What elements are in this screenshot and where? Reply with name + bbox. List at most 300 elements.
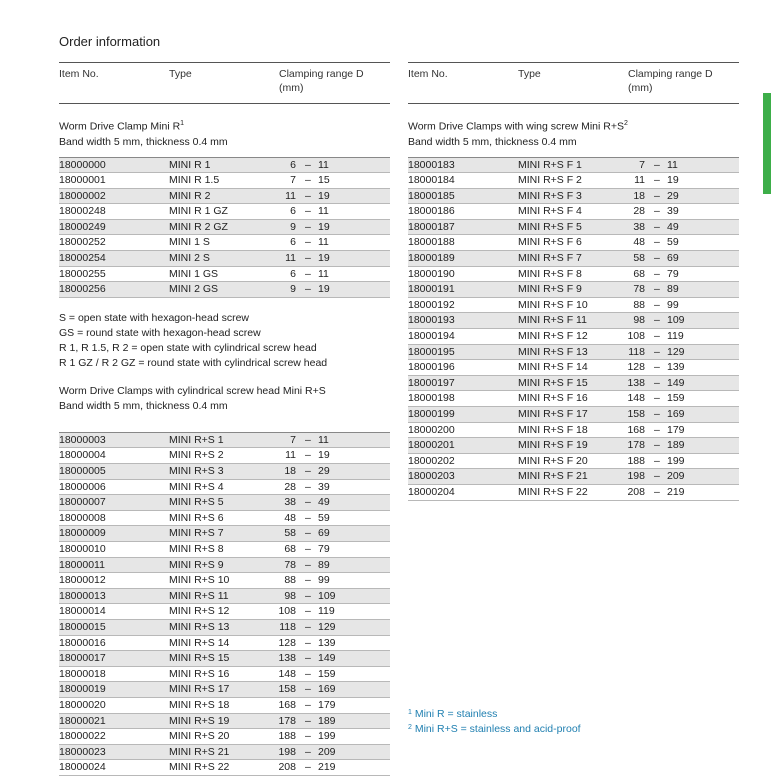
legend-line: R 1 GZ / R 2 GZ = round state with cylindrical screw head <box>59 356 328 369</box>
table-row <box>59 745 390 761</box>
type-cell: MINI 1 S <box>169 236 210 249</box>
table-row <box>59 526 390 542</box>
item-no-cell: 18000198 <box>408 392 455 405</box>
range-min-cell: 108 <box>627 330 645 343</box>
footnote: $^1$ Mini R = stainless <box>408 708 498 720</box>
range-min-cell: 148 <box>278 667 296 680</box>
header-clamping-range: Clamping range D (mm) <box>279 68 364 94</box>
item-no-cell: 18000192 <box>408 298 455 311</box>
range-max-cell: 139 <box>667 361 685 374</box>
range-separator: – <box>305 496 311 509</box>
range-max-cell: 39 <box>667 205 679 218</box>
range-min-cell: 6 <box>290 236 296 249</box>
range-min-cell: 9 <box>290 283 296 296</box>
type-cell: MINI R+S F 20 <box>518 454 588 467</box>
table-row <box>408 438 739 454</box>
type-cell: MINI R+S F 22 <box>518 485 588 498</box>
range-separator: – <box>305 636 311 649</box>
item-no-cell: 18000200 <box>408 423 455 436</box>
range-max-cell: 209 <box>667 470 685 483</box>
range-separator: – <box>654 408 660 420</box>
item-no-cell: 18000023 <box>59 745 106 758</box>
legend-line: R 1, R 1.5, R 2 = open state with cylindrical screw head <box>59 341 317 354</box>
type-cell: MINI R+S 1 <box>169 433 224 446</box>
type-cell: MINI R+S F 13 <box>518 345 588 358</box>
item-no-cell: 18000022 <box>59 730 106 743</box>
range-max-cell: 11 <box>318 205 329 218</box>
range-min-cell: 68 <box>633 267 645 280</box>
table-row <box>59 173 390 189</box>
type-cell: MINI R+S 9 <box>169 558 224 571</box>
table-row <box>408 313 739 329</box>
table-row <box>59 282 390 298</box>
item-no-cell: 18000009 <box>59 527 106 540</box>
table-mini-rs <box>59 432 390 776</box>
item-no-cell: 18000254 <box>59 252 106 265</box>
range-separator: – <box>305 543 311 555</box>
range-separator: – <box>305 698 311 711</box>
type-cell: MINI R+S F 6 <box>518 236 582 249</box>
type-cell: MINI R 1.5 <box>169 174 220 187</box>
range-min-cell: 138 <box>278 652 296 665</box>
type-cell: MINI R+S 8 <box>169 543 224 555</box>
table-row <box>59 480 390 496</box>
table-row <box>59 760 390 776</box>
item-no-cell: 18000188 <box>408 236 455 249</box>
range-separator: – <box>654 283 660 296</box>
section-subtitle-mini-r: Band width 5 mm, thickness 0.4 mm <box>59 135 228 148</box>
table-row <box>59 235 390 251</box>
type-cell: MINI 2 GS <box>169 283 219 296</box>
table-row <box>59 251 390 267</box>
range-min-cell: 108 <box>278 605 296 618</box>
range-min-cell: 6 <box>290 267 296 280</box>
range-min-cell: 6 <box>290 205 296 218</box>
range-min-cell: 128 <box>278 636 296 649</box>
item-no-cell: 18000003 <box>59 433 106 446</box>
table-row <box>408 235 739 251</box>
item-no-cell: 18000249 <box>59 220 106 233</box>
range-min-cell: 68 <box>284 543 296 555</box>
range-min-cell: 48 <box>284 511 296 524</box>
item-no-cell: 18000001 <box>59 174 106 187</box>
range-min-cell: 58 <box>633 252 645 265</box>
range-separator: – <box>305 236 311 249</box>
range-separator: – <box>305 433 311 446</box>
type-cell: MINI R+S 15 <box>169 652 230 665</box>
range-min-cell: 168 <box>278 698 296 711</box>
type-cell: MINI R 1 GZ <box>169 205 228 218</box>
left-column <box>59 62 390 776</box>
range-separator: – <box>305 480 311 493</box>
range-separator: – <box>654 345 660 358</box>
range-max-cell: 219 <box>318 761 336 774</box>
type-cell: MINI R+S 4 <box>169 480 224 493</box>
table-row <box>59 573 390 589</box>
range-max-cell: 169 <box>318 683 336 696</box>
range-min-cell: 118 <box>279 620 296 633</box>
table-mini-rs-wing <box>408 157 739 501</box>
type-cell: MINI R+S F 9 <box>518 283 582 296</box>
range-max-cell: 89 <box>667 283 679 296</box>
range-max-cell: 159 <box>667 392 685 405</box>
header-type: Type <box>518 68 541 80</box>
footnote: $^2$ Mini R+S = stainless and acid-proof <box>408 723 581 735</box>
section-title-mini-r: Worm Drive Clamp Mini $R^1$ <box>59 120 185 133</box>
range-separator: – <box>305 683 311 696</box>
type-cell: MINI R+S 22 <box>169 761 230 774</box>
table-row <box>59 220 390 236</box>
item-no-cell: 18000183 <box>408 158 455 171</box>
item-no-cell: 18000014 <box>59 605 106 618</box>
range-max-cell: 49 <box>318 496 330 509</box>
range-min-cell: 48 <box>633 236 645 249</box>
range-separator: – <box>654 361 660 374</box>
table-row <box>59 495 390 511</box>
range-min-cell: 9 <box>290 220 296 233</box>
range-separator: – <box>654 220 660 233</box>
type-cell: MINI R+S 16 <box>169 667 230 680</box>
range-separator: – <box>654 236 660 249</box>
footnotes <box>408 706 581 736</box>
range-max-cell: 19 <box>318 449 330 462</box>
type-cell: MINI R+S F 14 <box>518 361 588 374</box>
range-min-cell: 11 <box>285 252 296 265</box>
range-max-cell: 219 <box>667 485 685 498</box>
item-no-cell: 18000191 <box>408 283 455 296</box>
range-min-cell: 11 <box>634 174 645 187</box>
table-row <box>59 682 390 698</box>
section-subtitle-mini-rs-wing: Band width 5 mm, thickness 0.4 mm <box>408 135 577 148</box>
table-row <box>408 204 739 220</box>
type-cell: MINI R+S 13 <box>169 620 230 633</box>
type-cell: MINI R+S F 1 <box>518 158 582 171</box>
range-max-cell: 99 <box>318 574 330 587</box>
table-row <box>59 636 390 652</box>
table-row <box>408 189 739 205</box>
range-min-cell: 28 <box>284 480 296 493</box>
type-cell: MINI R+S F 19 <box>518 439 588 452</box>
type-cell: MINI R+S F 18 <box>518 423 588 436</box>
range-min-cell: 208 <box>278 761 296 774</box>
range-separator: – <box>305 745 311 758</box>
table-row <box>408 407 739 423</box>
range-separator: – <box>654 376 660 389</box>
range-min-cell: 168 <box>627 423 645 436</box>
header-clamping-range: Clamping range D (mm) <box>628 68 713 94</box>
item-no-cell: 18000004 <box>59 449 106 462</box>
range-min-cell: 128 <box>627 361 645 374</box>
item-no-cell: 18000019 <box>59 683 106 696</box>
range-max-cell: 189 <box>667 439 685 452</box>
type-cell: MINI R+S 7 <box>169 527 224 540</box>
range-min-cell: 6 <box>290 158 296 171</box>
table-row <box>59 204 390 220</box>
range-max-cell: 149 <box>318 652 336 665</box>
item-no-cell: 18000013 <box>59 589 106 602</box>
table-row <box>59 542 390 558</box>
range-min-cell: 58 <box>284 527 296 540</box>
range-separator: – <box>305 730 311 743</box>
table-row <box>59 604 390 620</box>
range-min-cell: 158 <box>278 683 296 696</box>
range-min-cell: 7 <box>290 433 296 446</box>
range-min-cell: 78 <box>633 283 645 296</box>
range-max-cell: 29 <box>667 189 679 202</box>
range-separator: – <box>654 158 660 171</box>
range-min-cell: 38 <box>284 496 296 509</box>
type-cell: MINI R+S 6 <box>169 511 224 524</box>
type-cell: MINI R+S 12 <box>169 605 230 618</box>
range-max-cell: 11 <box>318 158 329 171</box>
range-max-cell: 139 <box>318 636 336 649</box>
range-max-cell: 199 <box>667 454 685 467</box>
table-row <box>59 464 390 480</box>
table-row <box>408 469 739 485</box>
table-row <box>408 391 739 407</box>
item-no-cell: 18000256 <box>59 283 106 296</box>
type-cell: MINI R+S F 8 <box>518 267 582 280</box>
range-separator: – <box>654 298 660 311</box>
range-max-cell: 209 <box>318 745 336 758</box>
item-no-cell: 18000193 <box>408 314 455 327</box>
range-max-cell: 79 <box>667 267 679 280</box>
table-row <box>59 698 390 714</box>
range-max-cell: 39 <box>318 480 330 493</box>
type-cell: MINI R 1 <box>169 158 211 171</box>
range-max-cell: 49 <box>667 220 679 233</box>
range-separator: – <box>654 189 660 202</box>
type-cell: MINI R+S 14 <box>169 636 230 649</box>
table-mini-r <box>59 157 390 298</box>
range-separator: – <box>654 485 660 498</box>
type-cell: MINI R+S 2 <box>169 449 224 462</box>
range-min-cell: 98 <box>633 314 645 327</box>
range-max-cell: 179 <box>318 698 336 711</box>
range-max-cell: 79 <box>318 543 330 555</box>
type-cell: MINI R+S F 15 <box>518 376 588 389</box>
item-no-cell: 18000010 <box>59 543 106 555</box>
type-cell: MINI R+S F 11 <box>518 314 587 327</box>
item-no-cell: 18000186 <box>408 205 455 218</box>
section-title-mini-rs-wing: Worm Drive Clamps with wing screw Mini $R+S^2$ <box>408 120 628 133</box>
type-cell: MINI R+S F 21 <box>518 470 588 483</box>
range-separator: – <box>305 558 311 571</box>
header-item-no: Item No. <box>408 68 448 80</box>
range-separator: – <box>654 252 660 265</box>
range-max-cell: 29 <box>318 465 330 478</box>
range-min-cell: 188 <box>278 730 296 743</box>
range-separator: – <box>654 423 660 436</box>
item-no-cell: 18000248 <box>59 205 106 218</box>
range-max-cell: 199 <box>318 730 336 743</box>
range-separator: – <box>305 574 311 587</box>
item-no-cell: 18000017 <box>59 652 106 665</box>
header-item-no: Item No. <box>59 68 99 80</box>
range-max-cell: 15 <box>318 174 330 187</box>
range-separator: – <box>305 620 311 633</box>
range-max-cell: 109 <box>667 314 685 327</box>
table-row <box>59 714 390 730</box>
type-cell: MINI R+S F 2 <box>518 174 582 187</box>
table-row <box>59 189 390 205</box>
range-separator: – <box>305 465 311 478</box>
item-no-cell: 18000255 <box>59 267 106 280</box>
type-cell: MINI R+S F 7 <box>518 252 582 265</box>
range-max-cell: 19 <box>318 189 330 202</box>
range-min-cell: 98 <box>284 589 296 602</box>
item-no-cell: 18000252 <box>59 236 106 249</box>
item-no-cell: 18000196 <box>408 361 455 374</box>
item-no-cell: 18000185 <box>408 189 455 202</box>
item-no-cell: 18000021 <box>59 714 106 727</box>
range-min-cell: 188 <box>627 454 645 467</box>
range-separator: – <box>305 189 311 202</box>
table-row <box>59 620 390 636</box>
range-min-cell: 11 <box>285 189 296 202</box>
item-no-cell: 18000012 <box>59 574 106 587</box>
type-cell: MINI R+S F 17 <box>518 408 588 420</box>
range-max-cell: 99 <box>667 298 679 311</box>
table-row <box>408 173 739 189</box>
type-cell: MINI R+S 17 <box>169 683 230 696</box>
range-separator: – <box>305 527 311 540</box>
item-no-cell: 18000197 <box>408 376 455 389</box>
range-max-cell: 179 <box>667 423 685 436</box>
range-separator: – <box>305 174 311 187</box>
range-separator: – <box>305 252 311 265</box>
item-no-cell: 18000005 <box>59 465 106 478</box>
table-row <box>59 729 390 745</box>
type-cell: MINI R+S F 16 <box>518 392 588 405</box>
item-no-cell: 18000018 <box>59 667 106 680</box>
table-row <box>59 267 390 283</box>
table-row <box>408 345 739 361</box>
range-max-cell: 19 <box>318 220 330 233</box>
table-row <box>408 485 739 501</box>
range-separator: – <box>654 314 660 327</box>
item-no-cell: 18000187 <box>408 220 455 233</box>
range-separator: – <box>654 454 660 467</box>
range-separator: – <box>305 667 311 680</box>
range-min-cell: 88 <box>633 298 645 311</box>
legend <box>59 311 390 371</box>
range-separator: – <box>305 605 311 618</box>
item-no-cell: 18000194 <box>408 330 455 343</box>
range-min-cell: 148 <box>627 392 645 405</box>
page-title: Order information <box>59 34 161 49</box>
range-separator: – <box>305 283 311 296</box>
item-no-cell: 18000007 <box>59 496 106 509</box>
range-min-cell: 7 <box>290 174 296 187</box>
item-no-cell: 18000024 <box>59 761 106 774</box>
right-column <box>408 62 739 501</box>
table-row <box>408 282 739 298</box>
range-min-cell: 158 <box>627 408 645 420</box>
table-row <box>408 267 739 283</box>
item-no-cell: 18000203 <box>408 470 455 483</box>
range-min-cell: 88 <box>284 574 296 587</box>
type-cell: MINI R+S F 10 <box>518 298 588 311</box>
table-row <box>408 423 739 439</box>
range-min-cell: 7 <box>639 158 645 171</box>
type-cell: MINI R+S 5 <box>169 496 224 509</box>
item-no-cell: 18000199 <box>408 408 455 420</box>
item-no-cell: 18000184 <box>408 174 455 187</box>
range-separator: – <box>305 205 311 218</box>
type-cell: MINI R+S 18 <box>169 698 230 711</box>
table-row <box>59 558 390 574</box>
range-separator: – <box>305 220 311 233</box>
type-cell: MINI R 2 GZ <box>169 220 228 233</box>
range-min-cell: 78 <box>284 558 296 571</box>
section-subtitle-mini-rs: Band width 5 mm, thickness 0.4 mm <box>59 399 228 412</box>
range-separator: – <box>305 267 311 280</box>
range-max-cell: 189 <box>318 714 336 727</box>
item-no-cell: 18000189 <box>408 252 455 265</box>
table-row <box>59 667 390 683</box>
range-min-cell: 18 <box>633 189 645 202</box>
table-row <box>408 329 739 345</box>
range-min-cell: 118 <box>628 345 645 358</box>
range-min-cell: 138 <box>627 376 645 389</box>
item-no-cell: 18000204 <box>408 485 455 498</box>
table-row <box>408 251 739 267</box>
range-max-cell: 19 <box>318 252 330 265</box>
range-max-cell: 89 <box>318 558 330 571</box>
type-cell: MINI R+S F 4 <box>518 205 582 218</box>
item-no-cell: 18000195 <box>408 345 455 358</box>
range-separator: – <box>305 158 311 171</box>
item-no-cell: 18000020 <box>59 698 106 711</box>
item-no-cell: 18000190 <box>408 267 455 280</box>
range-max-cell: 19 <box>667 174 679 187</box>
type-cell: MINI R+S F 3 <box>518 189 582 202</box>
type-cell: MINI 2 S <box>169 252 210 265</box>
range-separator: – <box>654 439 660 452</box>
range-max-cell: 59 <box>667 236 679 249</box>
range-min-cell: 198 <box>627 470 645 483</box>
range-max-cell: 69 <box>667 252 679 265</box>
range-separator: – <box>654 205 660 218</box>
range-max-cell: 149 <box>667 376 685 389</box>
table-row <box>59 448 390 464</box>
range-min-cell: 28 <box>633 205 645 218</box>
section-marker-bar <box>763 93 771 194</box>
range-min-cell: 18 <box>284 465 296 478</box>
range-max-cell: 109 <box>318 589 336 602</box>
item-no-cell: 18000002 <box>59 189 106 202</box>
range-max-cell: 11 <box>318 236 329 249</box>
range-separator: – <box>654 392 660 405</box>
type-cell: MINI 1 GS <box>169 267 219 280</box>
range-max-cell: 129 <box>318 620 336 633</box>
item-no-cell: 18000202 <box>408 454 455 467</box>
range-max-cell: 11 <box>318 267 329 280</box>
item-no-cell: 18000015 <box>59 620 106 633</box>
range-min-cell: 178 <box>278 714 296 727</box>
type-cell: MINI R+S F 5 <box>518 220 582 233</box>
range-max-cell: 119 <box>318 605 335 618</box>
item-no-cell: 18000011 <box>59 558 105 571</box>
range-max-cell: 59 <box>318 511 330 524</box>
type-cell: MINI R+S 3 <box>169 465 224 478</box>
range-separator: – <box>305 589 311 602</box>
type-cell: MINI R+S F 12 <box>518 330 588 343</box>
legend-line: GS = round state with hexagon-head screw <box>59 326 261 339</box>
range-min-cell: 38 <box>633 220 645 233</box>
type-cell: MINI R+S 20 <box>169 730 230 743</box>
